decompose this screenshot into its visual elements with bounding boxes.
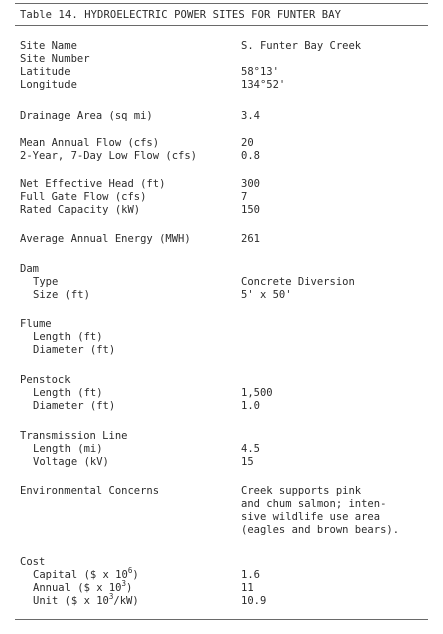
unit-exponent: 3 bbox=[108, 591, 114, 601]
flume-diameter-label: Diameter (ft) bbox=[33, 344, 116, 356]
row-full-gate-flow bbox=[0, 191, 443, 203]
rated-capacity-label: Rated Capacity (kW) bbox=[20, 204, 141, 216]
low-flow-value: 0.8 bbox=[241, 150, 260, 162]
environmental-line: (eagles and brown bears). bbox=[241, 524, 400, 536]
environmental-line: sive wildlife use area bbox=[241, 511, 381, 523]
environmental-line: and chum salmon; inten- bbox=[241, 498, 387, 510]
row-flume-diameter bbox=[0, 344, 443, 356]
row-environmental bbox=[0, 485, 443, 497]
row-transmission bbox=[0, 430, 443, 442]
row-cost-annual bbox=[0, 578, 443, 594]
flume-label: Flume bbox=[20, 318, 52, 330]
row-dam-type bbox=[0, 276, 443, 288]
dam-type-label: Type bbox=[33, 276, 59, 288]
low-flow-label: 2-Year, 7-Day Low Flow (cfs) bbox=[20, 150, 198, 162]
penstock-diameter-label: Diameter (ft) bbox=[33, 400, 116, 412]
dam-size-value: 5' x 50' bbox=[241, 289, 292, 301]
row-penstock-length bbox=[0, 387, 443, 399]
row-transmission-length bbox=[0, 443, 443, 455]
annual-exponent: 3 bbox=[121, 578, 127, 588]
annual-energy-label: Average Annual Energy (MWH) bbox=[20, 233, 191, 245]
row-longitude bbox=[0, 79, 443, 91]
latitude-label: Latitude bbox=[20, 66, 71, 78]
longitude-label: Longitude bbox=[20, 79, 77, 91]
dam-size-label: Size (ft) bbox=[33, 289, 90, 301]
site-number-label: Site Number bbox=[20, 53, 90, 65]
mean-annual-flow-value: 20 bbox=[241, 137, 254, 149]
drainage-area-value: 3.4 bbox=[241, 110, 260, 122]
row-low-flow bbox=[0, 150, 443, 162]
full-gate-flow-label: Full Gate Flow (cfs) bbox=[20, 191, 147, 203]
bottom-rule bbox=[15, 619, 428, 620]
row-penstock-diameter bbox=[0, 400, 443, 412]
drainage-area-label: Drainage Area (sq mi) bbox=[20, 110, 153, 122]
flume-length-label: Length (ft) bbox=[33, 331, 103, 343]
row-drainage-area bbox=[0, 110, 443, 122]
net-head-value: 300 bbox=[241, 178, 260, 190]
title-rule bbox=[15, 25, 428, 26]
site-name-value: S. Funter Bay Creek bbox=[241, 40, 362, 52]
cost-capital-label: Capital ($ x $10^6$) bbox=[33, 565, 139, 581]
row-cost-unit bbox=[0, 591, 443, 607]
penstock-length-label: Length (ft) bbox=[33, 387, 103, 399]
mean-annual-flow-label: Mean Annual Flow (cfs) bbox=[20, 137, 160, 149]
row-cost-capital bbox=[0, 565, 443, 581]
annual-energy-value: 261 bbox=[241, 233, 260, 245]
row-flume-length bbox=[0, 331, 443, 343]
transmission-voltage-label: Voltage (kV) bbox=[33, 456, 109, 468]
site-name-label: Site Name bbox=[20, 40, 77, 52]
cost-annual-value: 11 bbox=[241, 582, 254, 594]
row-environmental-4 bbox=[0, 524, 443, 536]
row-environmental-2 bbox=[0, 498, 443, 510]
row-latitude bbox=[0, 66, 443, 78]
environmental-line: Creek supports pink bbox=[241, 485, 362, 497]
row-mean-annual-flow bbox=[0, 137, 443, 149]
row-site-number bbox=[0, 53, 443, 65]
transmission-label: Transmission Line bbox=[20, 430, 128, 442]
latitude-value: 58°13' bbox=[241, 66, 279, 78]
dam-label: Dam bbox=[20, 263, 39, 275]
row-transmission-voltage bbox=[0, 456, 443, 468]
transmission-length-label: Length (mi) bbox=[33, 443, 103, 455]
full-gate-flow-value: 7 bbox=[241, 191, 248, 203]
cost-unit-value: 10.9 bbox=[241, 595, 267, 607]
row-cost bbox=[0, 556, 443, 568]
row-site-name bbox=[0, 40, 443, 52]
capital-exponent: 6 bbox=[127, 565, 133, 575]
penstock-label: Penstock bbox=[20, 374, 71, 386]
row-penstock bbox=[0, 374, 443, 386]
row-annual-energy bbox=[0, 233, 443, 245]
penstock-diameter-value: 1.0 bbox=[241, 400, 260, 412]
table-title: Table 14. HYDROELECTRIC POWER SITES FOR FUNTER BAY bbox=[20, 9, 342, 21]
row-environmental-3 bbox=[0, 511, 443, 523]
longitude-value: 134°52' bbox=[241, 79, 286, 91]
penstock-length-value: 1,500 bbox=[241, 387, 273, 399]
net-head-label: Net Effective Head (ft) bbox=[20, 178, 166, 190]
cost-capital-value: 1.6 bbox=[241, 569, 260, 581]
transmission-voltage-value: 15 bbox=[241, 456, 254, 468]
row-dam bbox=[0, 263, 443, 275]
cost-label: Cost bbox=[20, 556, 46, 568]
top-rule bbox=[15, 3, 428, 4]
dam-type-value: Concrete Diversion bbox=[241, 276, 355, 288]
row-rated-capacity bbox=[0, 204, 443, 216]
transmission-length-value: 4.5 bbox=[241, 443, 260, 455]
row-dam-size bbox=[0, 289, 443, 301]
rated-capacity-value: 150 bbox=[241, 204, 260, 216]
row-flume bbox=[0, 318, 443, 330]
cost-annual-label: Annual ($ x $10^3$) bbox=[33, 578, 133, 594]
environmental-label: Environmental Concerns bbox=[20, 485, 160, 497]
cost-unit-label: Unit ($ x $10^3/kW$) bbox=[33, 591, 139, 607]
row-net-head bbox=[0, 178, 443, 190]
